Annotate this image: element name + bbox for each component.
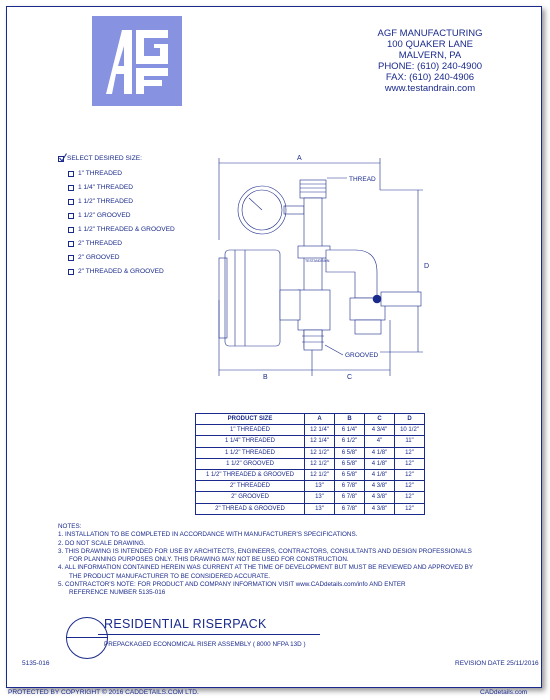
table-row (196, 425, 425, 436)
size-option[interactable] (68, 265, 175, 279)
table-cell: 4 3/8" (365, 492, 395, 503)
note-line: 4. ALL INFORMATION CONTAINED HEREIN WAS CURRENT AT THE TIME OF DEVELOPMENT BUT MUST BE REVIEWED AND APPROVED BY (58, 564, 474, 572)
table-row (196, 458, 425, 469)
table-cell: 6 7/8" (335, 503, 365, 514)
size-option-checkbox[interactable] (68, 185, 74, 191)
table-cell: 6 5/8" (335, 469, 365, 480)
note-line: FOR PLANNING PURPOSES ONLY. THIS DRAWING MAY NOT BE USED FOR CONSTRUCTION. (69, 556, 349, 564)
drawing-title: RESIDENTIAL RISERPACK (104, 617, 267, 631)
table-cell: 11" (395, 436, 425, 447)
table-cell: 1 1/2" GROOVED (196, 458, 305, 469)
size-option-label: 1 1/2" GROOVED (78, 212, 131, 219)
table-cell: 12 1/2" (305, 458, 335, 469)
table-cell: 12" (395, 503, 425, 514)
riser-assembly-drawing (205, 150, 450, 382)
table-header-cell: D (395, 414, 425, 425)
table-cell: 13" (305, 481, 335, 492)
size-option-label: 2" THREADED & GROOVED (78, 268, 164, 275)
size-option[interactable] (68, 251, 175, 265)
dim-a-label: A (297, 155, 302, 162)
grooved-label: GROOVED (345, 352, 379, 359)
dim-d-label: D (424, 263, 430, 270)
table-cell: 6 5/8" (335, 458, 365, 469)
table-row (196, 503, 425, 514)
table-cell: 12 1/2" (305, 447, 335, 458)
company-city: MALVERN, PA (398, 50, 462, 61)
company-address: 100 QUAKER LANE (386, 39, 474, 50)
table-cell: 6 7/8" (335, 492, 365, 503)
thread-label: THREAD (349, 176, 376, 183)
table-header-cell: B (335, 414, 365, 425)
table-cell: 4" (365, 436, 395, 447)
table-cell: 1 1/4" THREADED (196, 436, 305, 447)
table-row (196, 436, 425, 447)
note-line: 2. DO NOT SCALE DRAWING. (58, 539, 146, 547)
dim-b-label: B (263, 374, 268, 381)
table-cell: 12" (395, 481, 425, 492)
note-line: 1. INSTALLATION TO BE COMPLETED IN ACCORDANCE WITH MANUFACTURER'S SPECIFICATIONS. (58, 531, 358, 539)
size-option[interactable] (68, 209, 175, 223)
table-row (196, 492, 425, 503)
table-cell: 6 1/4" (335, 425, 365, 436)
note-line: THE PRODUCT MANUFACTURER TO BE CONSIDERED ACCURATE. (69, 572, 271, 580)
reference-number: 5135-016 (22, 660, 50, 667)
table-cell: 12" (395, 447, 425, 458)
size-option-label: 2" THREADED (78, 240, 122, 247)
table-header-cell: C (365, 414, 395, 425)
size-selector (58, 152, 175, 279)
size-option-checkbox[interactable] (68, 199, 74, 205)
table-cell: 12 1/4" (305, 436, 335, 447)
table-row (196, 481, 425, 492)
size-option-checkbox[interactable] (68, 255, 74, 261)
dimension-table (195, 413, 425, 515)
size-option-checkbox[interactable] (68, 171, 74, 177)
revision-date: REVISION DATE 25/11/2016 (455, 660, 539, 667)
table-row (196, 469, 425, 480)
select-all-checkbox[interactable] (58, 156, 64, 162)
table-cell: 12 1/2" (305, 469, 335, 480)
table-cell: 4 3/8" (365, 481, 395, 492)
note-line: REFERENCE NUMBER 5135-016 (69, 589, 166, 597)
table-cell: 4 1/8" (365, 458, 395, 469)
table-header-cell: PRODUCT SIZE (196, 414, 305, 425)
title-circle-divider (66, 637, 108, 638)
table-cell: 2" THREADED (196, 481, 305, 492)
size-option[interactable] (68, 181, 175, 195)
size-option[interactable] (68, 223, 175, 237)
company-phone: PHONE: (610) 240-4900 (377, 61, 483, 72)
table-cell: 10 1/2" (395, 425, 425, 436)
body-text: TESTANDRAIN (305, 259, 330, 263)
table-cell: 12" (395, 492, 425, 503)
table-header-row (196, 414, 425, 425)
agf-logo (92, 16, 182, 106)
size-option[interactable] (68, 237, 175, 251)
note-line: 5. CONTRACTOR'S NOTE: FOR PRODUCT AND COMPANY INFORMATION VISIT www.CADdetails.com/info AND ENTER (58, 581, 406, 589)
table-header-cell: A (305, 414, 335, 425)
selector-header: SELECT DESIRED SIZE: (67, 155, 142, 162)
table-cell: 6 7/8" (335, 481, 365, 492)
copyright-notice: PROTECTED BY COPYRIGHT © 2016 CADDETAILS.COM LTD. (8, 689, 199, 696)
company-info (330, 28, 530, 94)
dim-c-label: C (347, 374, 353, 381)
table-cell: 13" (305, 492, 335, 503)
table-cell: 1 1/2" THREADED (196, 447, 305, 458)
size-option-checkbox[interactable] (68, 213, 74, 219)
size-option-checkbox[interactable] (68, 269, 74, 275)
table-cell: 4 1/8" (365, 447, 395, 458)
size-option-checkbox[interactable] (68, 227, 74, 233)
notes-heading: NOTES: (58, 523, 82, 530)
company-name: AGF MANUFACTURING (377, 28, 483, 39)
table-cell: 6 1/2" (335, 436, 365, 447)
size-option[interactable] (68, 167, 175, 181)
size-option-label: 1 1/4" THREADED (78, 184, 133, 191)
size-option-label: 2" GROOVED (78, 254, 120, 261)
drawing-subtitle: PREPACKAGED ECONOMICAL RISER ASSEMBLY ( 8000 NFPA 13D ) (104, 641, 306, 648)
notes-block (58, 523, 473, 598)
size-option-label: 1 1/2" THREADED (78, 198, 133, 205)
size-option-checkbox[interactable] (68, 241, 74, 247)
size-option-label: 1" THREADED (78, 170, 122, 177)
title-underline (98, 634, 320, 635)
company-fax: FAX: (610) 240-4906 (385, 72, 475, 83)
table-cell: 1 1/2" THREADED & GROOVED (196, 469, 305, 480)
table-cell: 4 3/8" (365, 503, 395, 514)
table-cell: 4 3/4" (365, 425, 395, 436)
title-circle (66, 617, 108, 659)
checkmark-icon (59, 153, 67, 162)
company-website[interactable]: www.testandrain.com (384, 83, 476, 94)
caddetails-link[interactable]: CADdetails.com (480, 689, 528, 696)
table-cell: 1" THREADED (196, 425, 305, 436)
size-option[interactable] (68, 195, 175, 209)
table-cell: 12" (395, 458, 425, 469)
table-cell: 2" GROOVED (196, 492, 305, 503)
note-line: 3. THIS DRAWING IS INTENDED FOR USE BY ARCHITECTS, ENGINEERS, CONTRACTORS, CONSULTANTS AND DESIGN PROFESSIONALS (58, 547, 472, 555)
table-cell: 2" THREAD & GROOVED (196, 503, 305, 514)
table-cell: 13" (305, 503, 335, 514)
table-cell: 6 5/8" (335, 447, 365, 458)
agf-logo-mark (92, 16, 182, 106)
table-cell: 4 1/8" (365, 469, 395, 480)
table-cell: 12 1/4" (305, 425, 335, 436)
size-option-label: 1 1/2" THREADED & GROOVED (78, 226, 175, 233)
table-row (196, 447, 425, 458)
table-cell: 12" (395, 469, 425, 480)
